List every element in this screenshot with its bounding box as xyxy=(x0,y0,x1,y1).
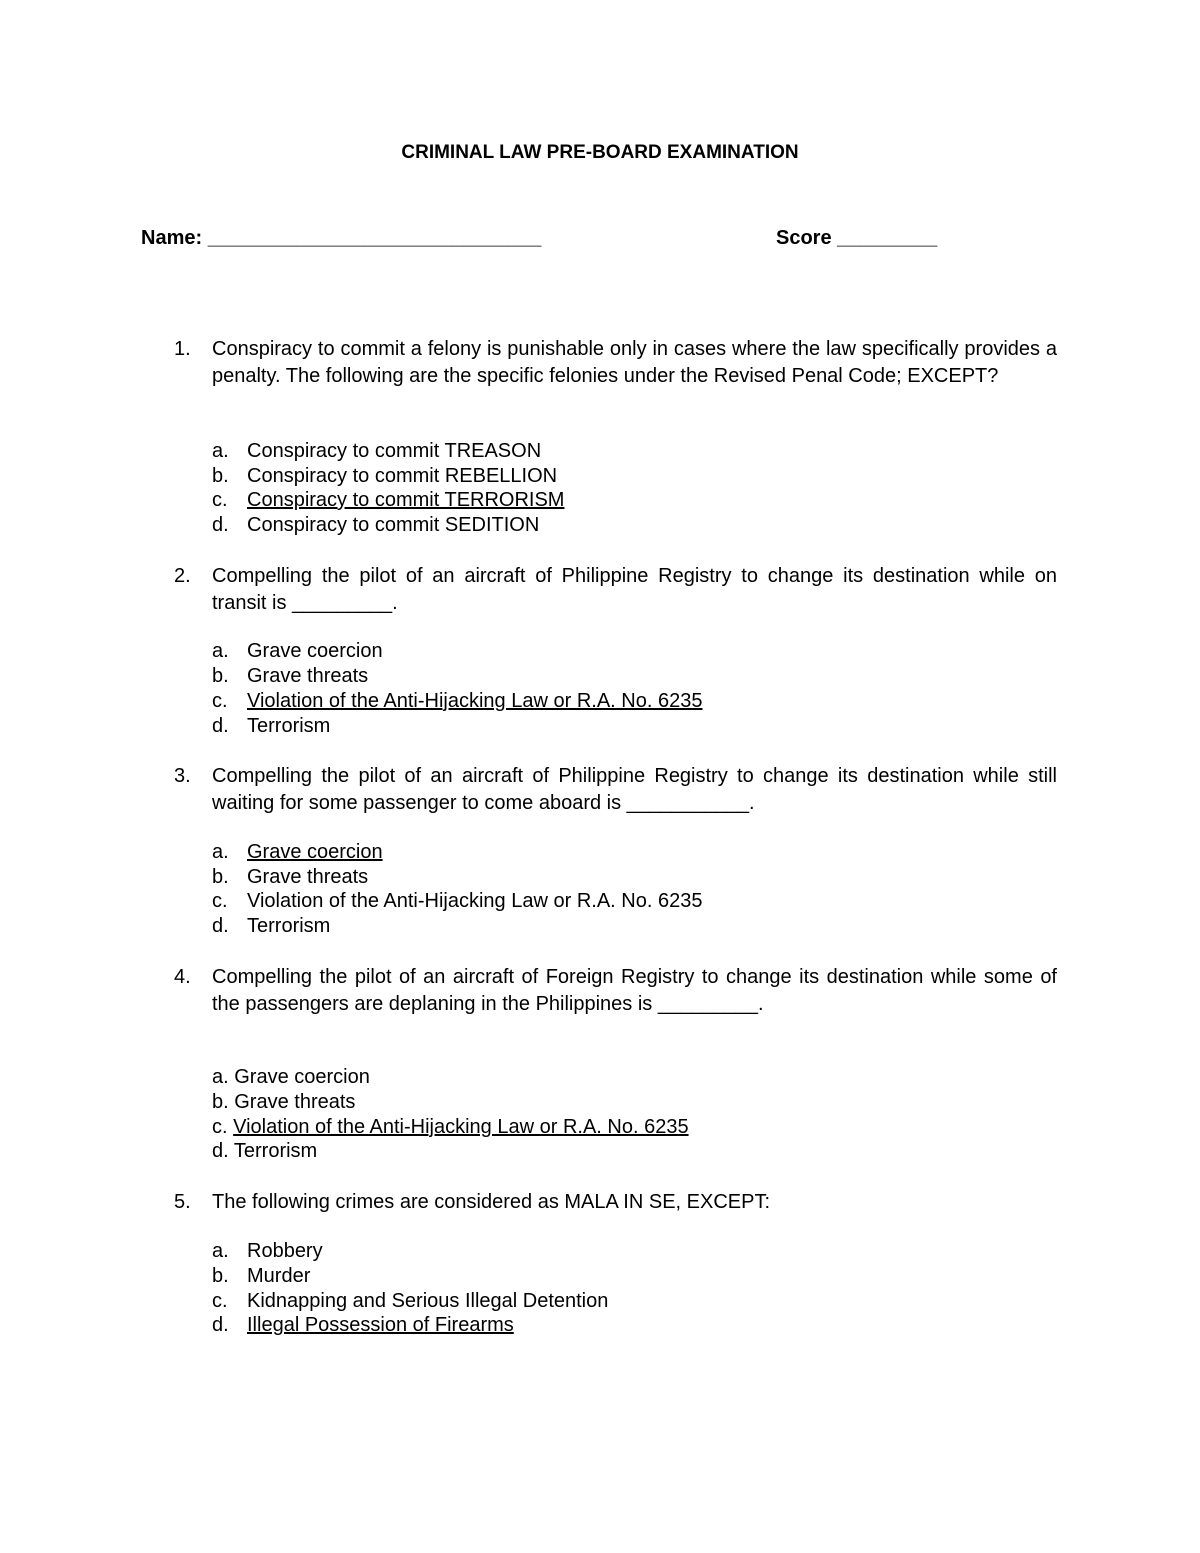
question-2-number: 2. xyxy=(174,565,191,587)
option-letter: d. xyxy=(212,514,229,536)
question-4-option-c-answer xyxy=(212,1115,689,1140)
name-field: Name: ______________________________ xyxy=(141,227,542,249)
option-letter: c. xyxy=(212,690,228,712)
option-text: Grave threats xyxy=(247,866,369,888)
question-4-option-a xyxy=(212,1065,370,1090)
option-text: Violation of the Anti-Hijacking Law or R.A. No. 6235 xyxy=(247,890,703,912)
option-letter: a. xyxy=(212,841,229,863)
question-1-text: Conspiracy to commit a felony is punishable only in cases where the law specifically provides a penalty. The following are the specific felonies under the Revised Penal Code; EXCEPT? xyxy=(212,338,1057,387)
option-letter: b. xyxy=(212,1265,229,1287)
question-5-number: 5. xyxy=(174,1191,191,1213)
question-2-option-a xyxy=(212,639,383,664)
option-text: Kidnapping and Serious Illegal Detention xyxy=(247,1290,609,1312)
option-letter: b. xyxy=(212,665,229,687)
option-letter: d. xyxy=(212,915,229,937)
option-letter: b. xyxy=(212,465,229,487)
option-text: Violation of the Anti-Hijacking Law or R.A. No. 6235 xyxy=(247,690,703,712)
option-text: Conspiracy to commit SEDITION xyxy=(247,514,540,536)
option-letter: d. xyxy=(212,715,229,737)
question-1-option-a xyxy=(212,439,541,464)
option-letter: d. xyxy=(212,1314,229,1336)
option-text: Conspiracy to commit REBELLION xyxy=(247,465,558,487)
question-3-option-a-answer xyxy=(212,840,383,865)
option-letter: a. xyxy=(212,1066,229,1088)
option-letter: c. xyxy=(212,489,228,511)
option-text: Terrorism xyxy=(233,1140,318,1162)
question-2-option-b xyxy=(212,664,368,689)
option-text: Grave coercion xyxy=(234,1066,370,1088)
option-text: Conspiracy to commit TREASON xyxy=(247,440,542,462)
question-3-option-d xyxy=(212,914,330,939)
question-5-option-b xyxy=(212,1264,310,1289)
option-letter: a. xyxy=(212,640,229,662)
question-5-text: The following crimes are considered as MALA IN SE, EXCEPT: xyxy=(212,1191,771,1213)
question-5-option-d-answer xyxy=(212,1313,514,1338)
question-1-option-d xyxy=(212,513,539,538)
option-text: Robbery xyxy=(247,1240,323,1262)
score-field: Score _________ xyxy=(776,227,938,249)
question-3-number: 3. xyxy=(174,765,191,787)
option-text: Conspiracy to commit TERRORISM xyxy=(247,489,565,511)
exam-title: CRIMINAL LAW PRE-BOARD EXAMINATION xyxy=(401,142,799,163)
question-2-text: Compelling the pilot of an aircraft of Philippine Registry to change its destination while on transit is _________. xyxy=(212,565,1057,614)
question-4-text: Compelling the pilot of an aircraft of Foreign Registry to change its destination while some of the passengers are deplaning in the Philippines is _________. xyxy=(212,966,1057,1015)
option-letter: a. xyxy=(212,1240,229,1262)
option-text: Illegal Possession of Firearms xyxy=(247,1314,514,1336)
option-letter: c. xyxy=(212,890,228,912)
question-3-text: Compelling the pilot of an aircraft of Philippine Registry to change its destination while still waiting for some passenger to come aboard is ___________. xyxy=(212,765,1057,814)
option-letter: b. xyxy=(212,866,229,888)
option-text: Grave coercion xyxy=(247,841,383,863)
question-3-option-b xyxy=(212,865,368,890)
question-4-option-b xyxy=(212,1090,355,1115)
question-5-option-a xyxy=(212,1239,323,1264)
option-letter: b. xyxy=(212,1091,229,1113)
option-text: Murder xyxy=(247,1265,311,1287)
question-5-option-c xyxy=(212,1289,608,1314)
option-text: Grave threats xyxy=(247,665,369,687)
question-4-number: 4. xyxy=(174,966,191,988)
question-3-option-c xyxy=(212,889,702,914)
option-text: Terrorism xyxy=(247,915,331,937)
question-2-option-c-answer xyxy=(212,689,702,714)
option-letter: d. xyxy=(212,1140,229,1162)
question-1-option-c-answer xyxy=(212,488,564,513)
option-letter: a. xyxy=(212,440,229,462)
question-1-number: 1. xyxy=(174,338,191,360)
option-letter: c. xyxy=(212,1116,228,1138)
option-text: Grave threats xyxy=(234,1091,356,1113)
option-text: Terrorism xyxy=(247,715,331,737)
option-letter: c. xyxy=(212,1290,228,1312)
question-2-option-d xyxy=(212,714,330,739)
option-text: Violation of the Anti-Hijacking Law or R.A. No. 6235 xyxy=(233,1116,689,1138)
question-4-option-d xyxy=(212,1139,317,1164)
question-1-option-b xyxy=(212,464,557,489)
option-text: Grave coercion xyxy=(247,640,383,662)
